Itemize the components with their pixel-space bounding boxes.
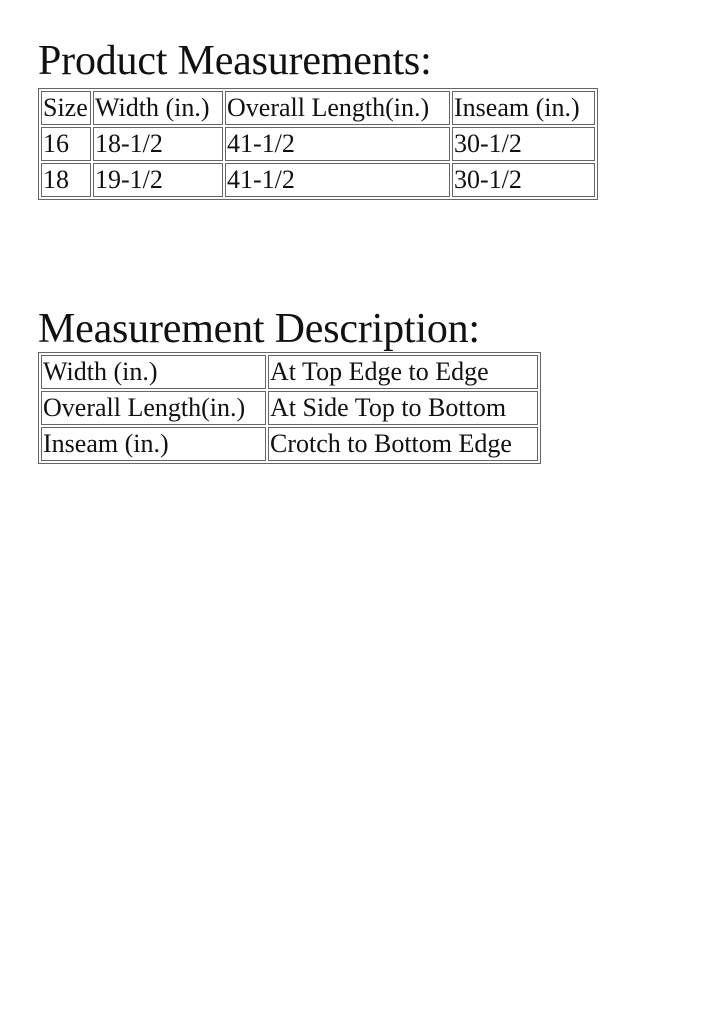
cell-overall-length: 41-1/2 bbox=[225, 163, 450, 197]
measurement-description-title: Measurement Description: bbox=[38, 306, 480, 352]
header-overall-length: Overall Length(in.) bbox=[225, 91, 450, 125]
table-header-row bbox=[41, 91, 595, 125]
table-row bbox=[41, 391, 538, 425]
header-inseam: Inseam (in.) bbox=[452, 91, 595, 125]
cell-size: 16 bbox=[41, 127, 91, 161]
product-measurements-title: Product Measurements: bbox=[38, 38, 432, 84]
table-row bbox=[41, 127, 595, 161]
cell-width: 19-1/2 bbox=[93, 163, 223, 197]
header-width: Width (in.) bbox=[93, 91, 223, 125]
cell-measurement-description: At Top Edge to Edge bbox=[268, 355, 538, 389]
table-row bbox=[41, 163, 595, 197]
cell-measurement-description: At Side Top to Bottom bbox=[268, 391, 538, 425]
cell-measurement-description: Crotch to Bottom Edge bbox=[268, 427, 538, 461]
cell-measurement-name: Inseam (in.) bbox=[41, 427, 266, 461]
cell-inseam: 30-1/2 bbox=[452, 163, 595, 197]
cell-measurement-name: Width (in.) bbox=[41, 355, 266, 389]
product-measurements-table bbox=[38, 88, 598, 200]
table-row bbox=[41, 427, 538, 461]
cell-overall-length: 41-1/2 bbox=[225, 127, 450, 161]
cell-measurement-name: Overall Length(in.) bbox=[41, 391, 266, 425]
header-size: Size bbox=[41, 91, 91, 125]
table-row bbox=[41, 355, 538, 389]
cell-width: 18-1/2 bbox=[93, 127, 223, 161]
cell-size: 18 bbox=[41, 163, 91, 197]
cell-inseam: 30-1/2 bbox=[452, 127, 595, 161]
measurement-description-table bbox=[38, 352, 541, 464]
